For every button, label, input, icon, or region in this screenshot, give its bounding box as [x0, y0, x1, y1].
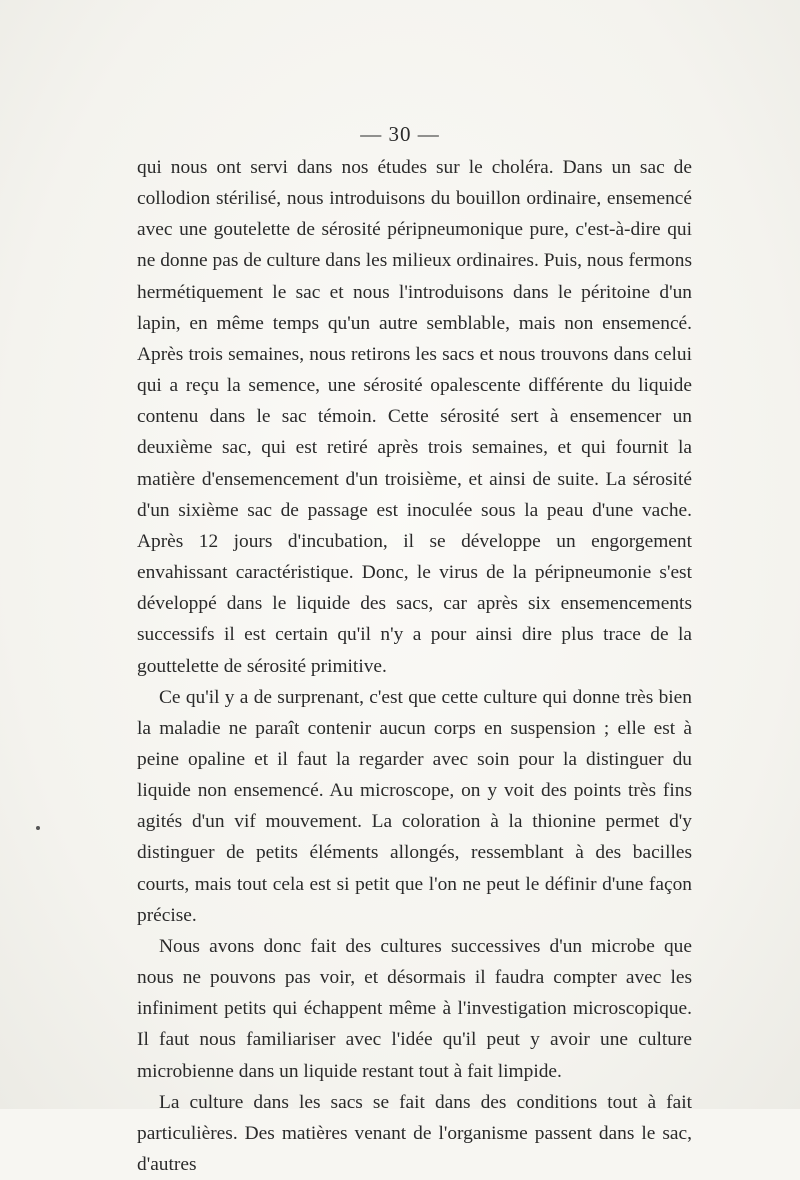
paragraph-surprising-culture: Ce qu'il y a de surprenant, c'est que cette culture qui donne très bien la maladie ne paraît contenir aucun corps en suspension ; elle est à peine opaline et il faut la regarder avec soin pour la distinguer du liquide non ensemencé. Au microscope, on y voit des points très fins agités d'un vif mouvement. La coloration à la thionine permet d'y distinguer de petits éléments allongés, ressemblant à des bacilles courts, mais tout cela est si petit que l'on ne peut le définir d'une façon précise.: [137, 686, 692, 926]
paragraph-continuation: qui nous ont servi dans nos études sur le choléra. Dans un sac de collodion stérilisé, nous introduisons du bouillon ordinaire, ensemencé avec une goutelette de sérosité péripneumonique pure, c'est-à-dire qui ne donne pas de culture dans les milieux ordinaires. Puis, nous fermons hermétiquement le sac et nous l'introduisons dans le péritoine d'un lapin, en même temps qu'un autre semblable, mais non ensemencé. Après trois semaines, nous retirons les sacs et nous trouvons dans celui qui a reçu la semence, une sérosité opalescente différente du liquide contenu dans le sac témoin. Cette sérosité sert à ensemencer un deuxième sac, qui est retiré après trois semaines, et qui fournit la matière d'ensemencement d'un troisième, et ainsi de suite. La sérosité d'un sixième sac de passage est inoculée sous la peau d'une vache. Après 12 jours d'incubation, il se développe un engorgement envahissant caractéristique. Donc, le virus de la péripneumonie s'est développé dans le liquide des sacs, car après six ensemencements successifs il est certain qu'il n'y a pour ainsi dire plus trace de la gouttelette de sérosité primitive.: [137, 157, 692, 677]
paper-speck: [36, 826, 40, 830]
paragraph-sac-culture: La culture dans les sacs se fait dans des conditions tout à fait particulières. Des matières venant de l'organisme passent dans le sac, d'autres: [137, 1091, 692, 1175]
page-number: — 30 —: [360, 122, 440, 146]
body-text: [137, 152, 692, 1180]
paragraph-invisible-microbe: Nous avons donc fait des cultures successives d'un microbe que nous ne pouvons pas voir, et désormais il faudra compter avec les infiniment petits qui échappent même à l'investigation microscopique. Il faut nous familiariser avec l'idée qu'il peut y avoir une culture microbienne dans un liquide restant tout à fait limpide.: [137, 935, 692, 1082]
